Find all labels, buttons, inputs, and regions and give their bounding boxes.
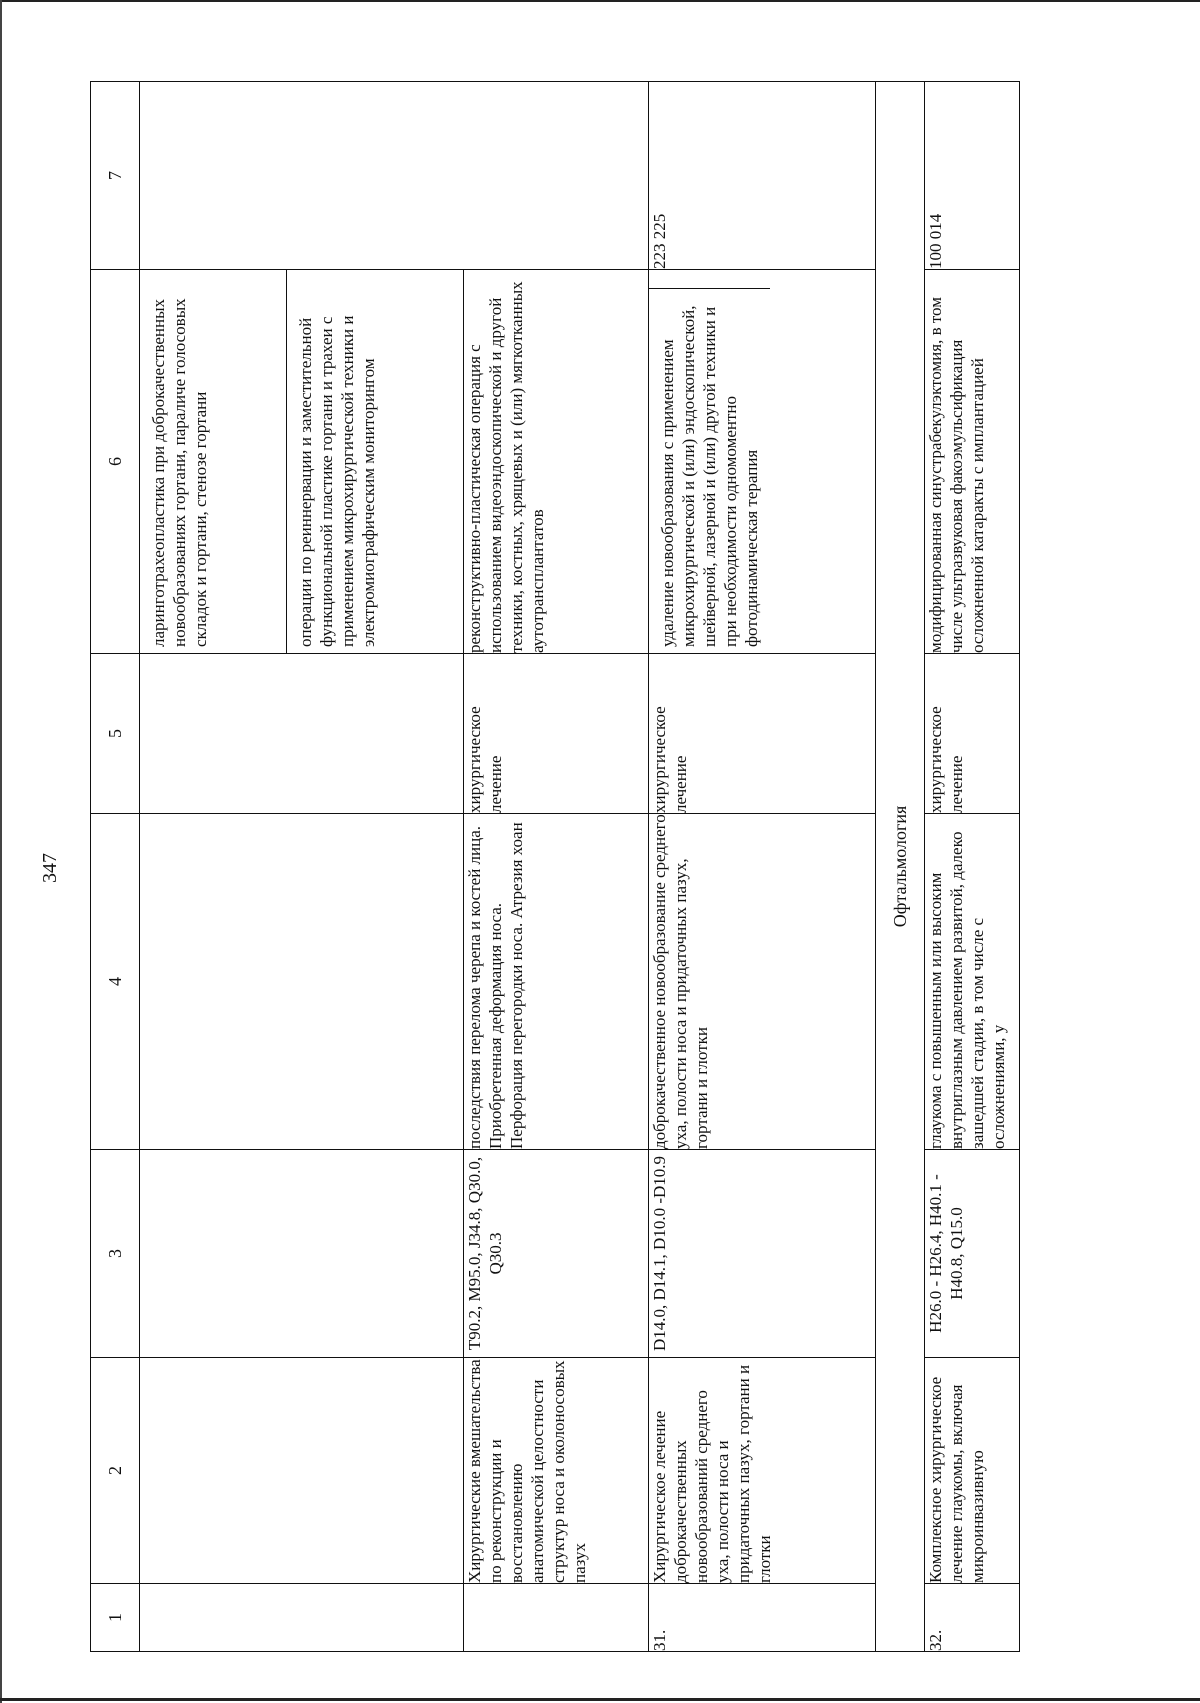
cell-methods [140,270,464,654]
cell-codes: H26.0 - H26.4, H40.1 - H40.8, Q15.0 [925,1150,1020,1358]
table-row-32 [925,82,1020,1652]
header-row [91,82,140,1652]
cell-codes: T90.2, M95.0, J34.8, Q30.0, Q30.3 [464,1150,649,1358]
method-divider [649,270,770,289]
medical-care-table [90,81,1020,1652]
header-col-6: 6 [91,270,140,654]
cell-cost: 223 225 [649,82,876,270]
cell-method: реконструктивно-пластическая операция с использованием видеоэндоскопической и другой техники, костных, хрящевых и (или) мягкотканных аутотрансплантатов [464,270,649,654]
header-col-4: 4 [91,814,140,1150]
header-col-7: 7 [91,82,140,270]
header-col-1: 1 [91,1584,140,1652]
section-title: Офтальмология [876,82,925,1652]
method-text: удаление новообразования с применением микрохирургической и (или) эндоскопической, шейверной, лазерной и (или) другой техники и при необходимости одномоментно фотодинамическая терапия [658,305,761,647]
cell-num: 32. [925,1584,1020,1652]
table-row-31 [649,82,876,1652]
cell-num: 31. [649,1584,876,1652]
header-col-3: 3 [91,1150,140,1358]
section-row [876,82,925,1652]
cell-model: доброкачественное новообразование среднего уха, полости носа и придаточных пазух, гортани и глотки [649,814,876,1150]
cell-treatment [140,654,464,814]
method-item: ларинготрахеопластика при доброкачественных новообразованиях гортани, параличе голосовых складок и гортани, стенозе гортани [140,270,287,653]
cell-num [140,1584,464,1652]
cell-num [464,1584,649,1652]
cell-model: глаукома с повышенным или высоким внутриглазным давлением развитой, далеко зашедшей стадии, в том числе с осложнениями, у [925,814,1020,1150]
cell-name: Хирургическое лечение доброкачественных новообразований среднего уха, полости носа и придаточных пазух, гортани и глотки [649,1358,876,1584]
cell-name: Комплексное хирургическое лечение глаукомы, включая микроинвазивную [925,1358,1020,1584]
page-number: 347 [38,853,61,883]
method-list [140,270,463,653]
cell-name: Хирургические вмешательства по реконструкции и восстановлению анатомической целостности структур носа и околоносовых пазух [464,1358,649,1584]
cell-codes: D14.0, D14.1, D10.0 -D10.9 [649,1150,876,1358]
cell-treatment: хирургическое лечение [649,654,876,814]
cell-cost: 100 014 [925,82,1020,270]
method-item: операции по реиннервации и заместительной функциональной пластике гортани и трахеи с применением микрохирургической техники и электромиографическим мониторингом [296,315,378,647]
cell-model: последствия перелома черепа и костей лица. Приобретенная деформация носа. Перфорация перегородки носа. Атрезия хоан [464,814,649,1150]
cell-method [649,270,876,654]
cell-treatment: хирургическое лечение [925,654,1020,814]
cell-codes [140,1150,464,1358]
cell-method: модифицированная синустрабекулэктомия, в том числе ультразвуковая факоэмульсификация осложненной катаракты с имплантацией [925,270,1020,654]
cell-cost [140,82,649,270]
header-col-5: 5 [91,654,140,814]
cell-treatment: хирургическое лечение [464,654,649,814]
cell-model [140,814,464,1150]
cell-name [140,1358,464,1584]
table-row-continuation [140,82,464,1652]
header-col-2: 2 [91,1358,140,1584]
table-row-nose-reconstruction [464,82,649,1652]
